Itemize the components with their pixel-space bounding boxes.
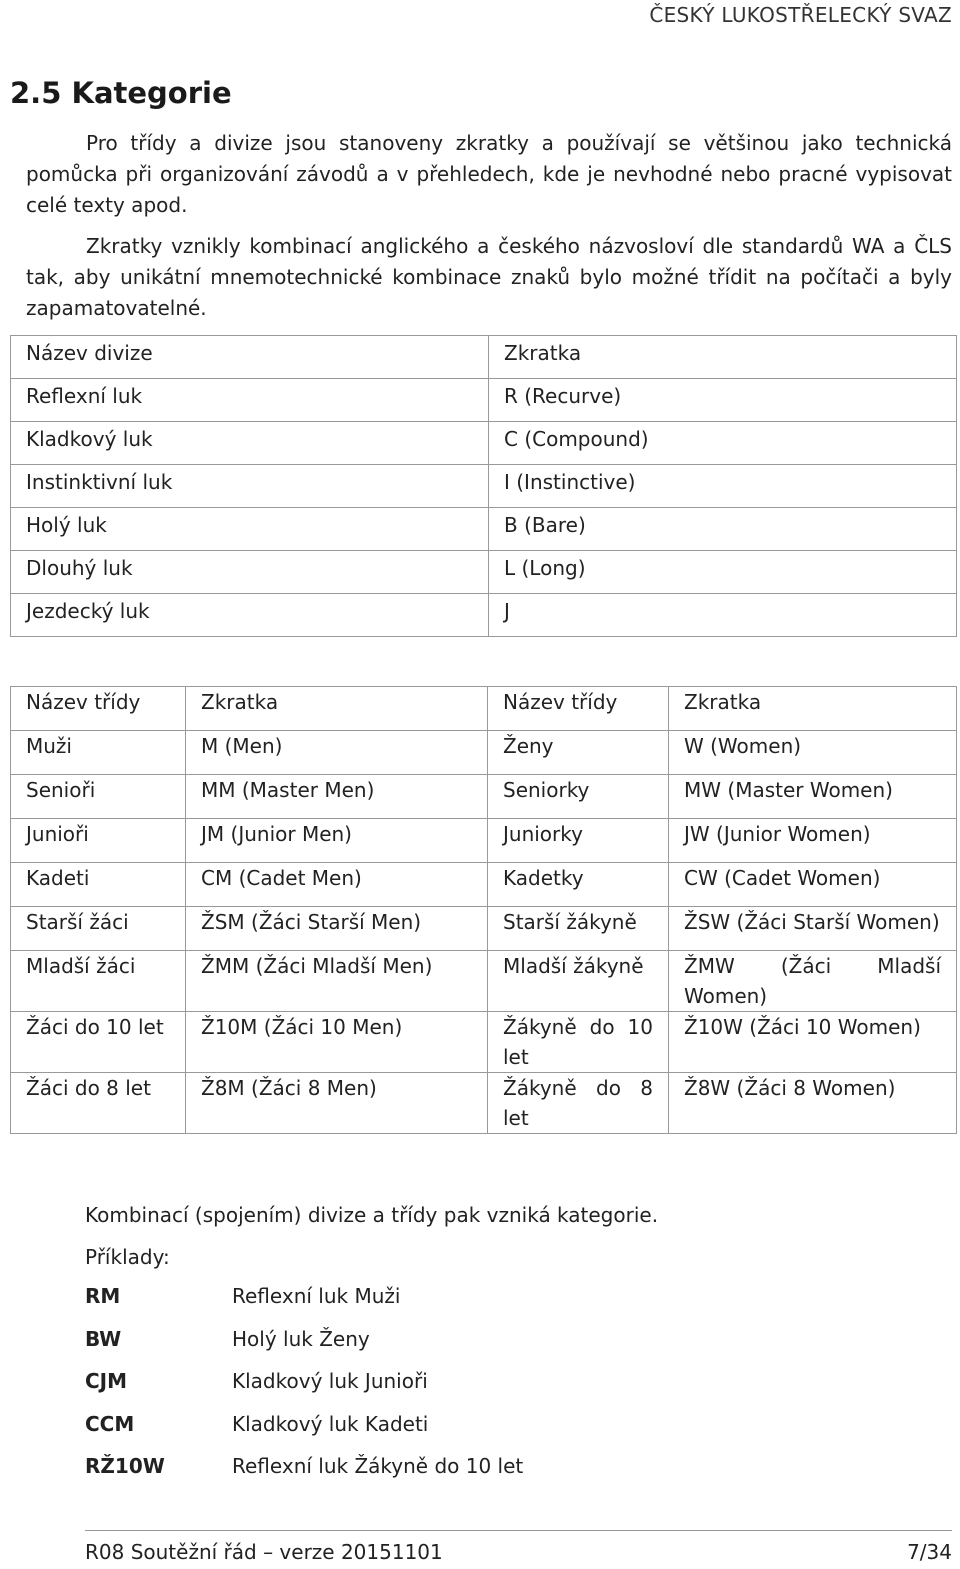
- example-code: BW: [85, 1326, 122, 1351]
- paragraph-abbreviations-text: Zkratky vznikly kombinací anglického a českého názvosloví dle standardů WA a ČLS tak, aby unikátní mnemotechnické kombinace znaků bylo možné třídit na počítači a byly zapamatovatelné.: [26, 234, 952, 320]
- example-description: Reflexní luk Žákyně do 10 let: [232, 1454, 524, 1478]
- division-name: Dlouhý luk: [11, 551, 489, 594]
- class-abbreviation-women: JW (Junior Women): [669, 819, 957, 863]
- class-abbreviation-men: ŽSM (Žáci Starší Men): [186, 907, 488, 951]
- class-abbreviation-men: MM (Master Men): [186, 775, 488, 819]
- table-header-row: [11, 336, 957, 379]
- column-header: Název divize: [11, 336, 489, 379]
- division-name: Reflexní luk: [11, 379, 489, 422]
- class-abbreviation-men: Ž8M (Žáci 8 Men): [186, 1073, 488, 1134]
- table-row: [11, 465, 957, 508]
- footer-document: R08 Soutěžní řád – verze 20151101: [85, 1540, 443, 1564]
- class-abbreviation-women: ŽMW (Žáci Mladší Women): [669, 951, 957, 1012]
- paragraph-abbreviations: [26, 231, 952, 324]
- class-name-men: Muži: [11, 731, 186, 775]
- classes-table: [10, 686, 957, 1134]
- table-row: [11, 1012, 957, 1073]
- footer-page-number: 7/34: [907, 1540, 952, 1564]
- class-abbreviation-men: JM (Junior Men): [186, 819, 488, 863]
- class-abbreviation-men: ŽMM (Žáci Mladší Men): [186, 951, 488, 1012]
- list-item: [85, 1369, 685, 1399]
- class-abbreviation-men: Ž10M (Žáci 10 Men): [186, 1012, 488, 1073]
- class-abbreviation-women: MW (Master Women): [669, 775, 957, 819]
- example-description: Kladkový luk Kadeti: [232, 1411, 429, 1436]
- class-name-women: Kadetky: [488, 863, 669, 907]
- class-abbreviation-women: Ž10W (Žáci 10 Women): [669, 1012, 957, 1073]
- class-name-women: Starší žákyně: [488, 907, 669, 951]
- table-row: [11, 775, 957, 819]
- column-header: Název třídy: [488, 687, 669, 731]
- example-code: CCM: [85, 1411, 135, 1436]
- section-title: 2.5 Kategorie: [10, 76, 232, 110]
- class-name-women: Žákyně do 10 let: [488, 1012, 669, 1073]
- class-abbreviation-men: M (Men): [186, 731, 488, 775]
- table-row: [11, 951, 957, 1012]
- division-name: Kladkový luk: [11, 422, 489, 465]
- table-row: [11, 379, 957, 422]
- division-name: Jezdecký luk: [11, 594, 489, 637]
- column-header: Zkratka: [186, 687, 488, 731]
- division-abbreviation: J: [489, 594, 957, 637]
- table-row: [11, 907, 957, 951]
- paragraph-intro: [26, 128, 952, 221]
- list-item: [85, 1454, 685, 1484]
- example-code: RM: [85, 1284, 121, 1308]
- class-name-men: Starší žáci: [11, 907, 186, 951]
- paragraph-intro-text: Pro třídy a divize jsou stanoveny zkratky a používají se většinou jako technická pomůcka při organizování závodů a v přehledech, kde je nevhodné nebo pracné vypisovat celé texty apod.: [26, 131, 952, 217]
- table-row: [11, 1073, 957, 1134]
- class-abbreviation-women: ŽSW (Žáci Starší Women): [669, 907, 957, 951]
- class-abbreviation-men: CM (Cadet Men): [186, 863, 488, 907]
- list-item: [85, 1327, 685, 1357]
- division-abbreviation: B (Bare): [489, 508, 957, 551]
- division-abbreviation: R (Recurve): [489, 379, 957, 422]
- class-name-men: Junioři: [11, 819, 186, 863]
- class-name-men: Žáci do 8 let: [11, 1073, 186, 1134]
- division-abbreviation: I (Instinctive): [489, 465, 957, 508]
- column-header: Zkratka: [669, 687, 957, 731]
- class-name-men: Mladší žáci: [11, 951, 186, 1012]
- table-header-row: [11, 687, 957, 731]
- column-header: Zkratka: [489, 336, 957, 379]
- class-abbreviation-women: CW (Cadet Women): [669, 863, 957, 907]
- list-item: [85, 1412, 685, 1442]
- list-item: [85, 1284, 685, 1314]
- class-name-men: Senioři: [11, 775, 186, 819]
- division-name: Holý luk: [11, 508, 489, 551]
- class-name-women: Seniorky: [488, 775, 669, 819]
- division-name: Instinktivní luk: [11, 465, 489, 508]
- class-name-men: Kadeti: [11, 863, 186, 907]
- example-code: CJM: [85, 1369, 128, 1393]
- table-row: [11, 594, 957, 637]
- examples-label: Příklady:: [85, 1245, 170, 1269]
- table-row: [11, 731, 957, 775]
- footer-divider: [85, 1530, 952, 1531]
- example-description: Reflexní luk Muži: [232, 1284, 401, 1308]
- class-name-women: Juniorky: [488, 819, 669, 863]
- class-abbreviation-women: Ž8W (Žáci 8 Women): [669, 1073, 957, 1134]
- table-row: [11, 422, 957, 465]
- divisions-table: [10, 335, 957, 637]
- combination-note: Kombinací (spojením) divize a třídy pak vzniká kategorie.: [85, 1203, 659, 1227]
- class-name-women: Žákyně do 8 let: [488, 1073, 669, 1134]
- class-abbreviation-women: W (Women): [669, 731, 957, 775]
- column-header: Název třídy: [11, 687, 186, 731]
- table-row: [11, 819, 957, 863]
- table-row: [11, 508, 957, 551]
- example-description: Kladkový luk Junioři: [232, 1369, 428, 1393]
- division-abbreviation: L (Long): [489, 551, 957, 594]
- class-name-men: Žáci do 10 let: [11, 1012, 186, 1073]
- organization-header: ČESKÝ LUKOSTŘELECKÝ SVAZ: [649, 3, 952, 27]
- example-description: Holý luk Ženy: [232, 1326, 370, 1351]
- division-abbreviation: C (Compound): [489, 422, 957, 465]
- example-code: RŽ10W: [85, 1454, 165, 1478]
- class-name-women: Ženy: [488, 731, 669, 775]
- class-name-women: Mladší žákyně: [488, 951, 669, 1012]
- table-row: [11, 551, 957, 594]
- table-row: [11, 863, 957, 907]
